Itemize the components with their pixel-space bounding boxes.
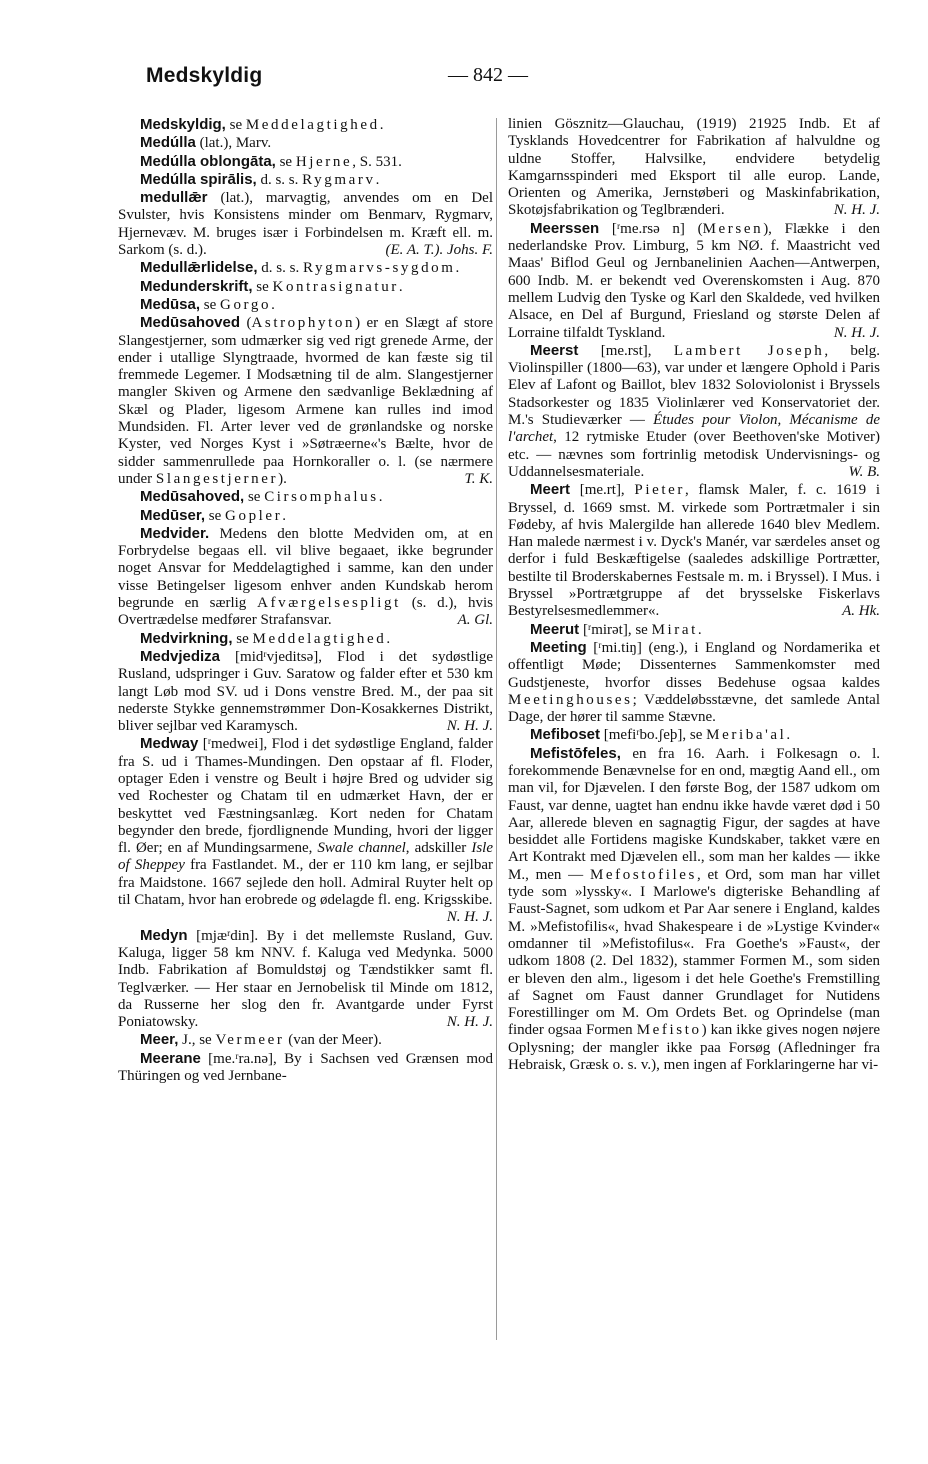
headword: Meerst [530,341,579,359]
cross-reference: Astrophyton [251,315,356,332]
headword: Medūser, [140,506,206,524]
headword: Meert [530,481,571,499]
entry-mefiboset: Mefiboset [mefiʳbo.ʃeþ], se Meriba'al. [530,726,791,744]
entry-medulla-spinalis: Medúlla spirālis, d. s. s. Rygmarv. [140,170,380,188]
author-signature: N. H. J. [833,202,880,219]
headword: Medvjediza [140,647,221,665]
entry-medullaerlidelse: Medullǣrlidelse, d. s. s. Rygmarvs-sygdom. [140,259,460,277]
headword: Medunderskrift, [140,277,253,295]
entry-meerst: Meerst [me.rst], Lambert Joseph, belg. Violinspiller (1800—63), var under et længere Ophold i Paris Elev af Lafont og Baillot, blev 1832 Soloviolonist i Bryssels Stadsorkester og 1835 Violinlærer ved Konservatoriet der. M.'s Studieværker — Études pour Violon, Mécanisme de l'archet, 12 rytmiske Etuder (over Beethoven'ske Motiver) etc. — nævnes som fortrinlig metodisk Undervisnings- og Uddannelsesmateriale. W. B. [508,341,880,480]
entry-meer: Meer, J., se Vermeer (van der Meer). [140,1031,382,1049]
author-signature: N. H. J. [446,718,493,735]
entry-mefistofeles: Mefistōfeles, en fra 16. Aarh. i Folkesagn o. l. forekommende Benævnelse for en ond, mægtig Aand ell., om man vil, for Djævelen. I den første Bog, der 1587 udkom om Faust, var denne, uagtet han endnu ikke havde været død i 50 Aar, allerede bleven en sagnagtig Figur, der sagdes at have besiddet alle Fortidens magiske Kundskaber, takket være en Art Kontrakt med Djævelen ell., som man her kaldes — ikke M., men — Mefostofiles, et Ord, som man har villet tyde som »lyssky«. I Marlowe's digteriske Behandling af Faust-Sagnet, som udkom et Par Aar senere i England, kaldes M. »Mefistofilis«, hvad Shakespeare i de »Lystige Kvinder« omdanner til »Mefistofilus«. Fra Goethe's »Faust«, der udkom 1808 (2. Del 1832), stammer Formen M., som siden er bleven den alm., ligesom i det hele Goethe's Fremstilling af Sagnet om Faust danner Grundlaget for Nutidens Forestillinger om M. Om Ordets Bet. og Oprindelse (man finder ogsaa Formen Mefisto) kan ikke gives nogen nøjere Oplysning; der mangler ikke paa Forsøg (Afledninger fra Hebraisk, Græsk o. s. v.), men ingen af Forklaringerne har vi- [508,744,880,1074]
headword: Medūsahoved [140,314,241,332]
cross-reference: Pieter [634,482,685,499]
cross-reference: Mirat [651,621,698,638]
cross-reference: Rygmarvs-sygdom [302,260,456,277]
cross-reference: Hjerne [295,153,353,170]
entry-medusahoved-2: Medūsahoved, se Cirsomphalus. [140,488,383,506]
entry-medulla: Medúlla (lat.), Marv. [140,134,272,152]
entry-medyn: Medyn [mjæʳdin]. By i det mellemste Rusland, Guv. Kaluga, ligger 58 km NNV. f. Kaluga ved Medynka. 5000 Indb. Fabrikation af Bomuldstøj og Tændstikker samt fl. Teglværker. — Her staar en Jernobelisk til Minde om 1812, da Russerne her slog den fr. Avantgarde under Fyrst Poniatowsky. N. H. J. [118,926,493,1031]
headword: Meer, [140,1031,179,1049]
entry-medskyldig: Medskyldig, se Meddelagtighed. [140,116,384,133]
headword: Medūsa, [140,295,201,313]
cross-reference: Meriba'al [706,727,787,744]
author-signature: (E. A. T.). Johs. F. [385,242,493,259]
cross-reference: Vermeer [215,1032,285,1049]
column-divider [496,118,497,1340]
headword: Mefistōfeles, [530,744,621,762]
cross-reference: Afværgelsespligt [257,595,401,612]
cross-reference: Gorgo [220,296,272,313]
headword: Meeting [530,638,587,656]
entry-medulla-oblongata: Medúlla oblongāta, se Hjerne, S. 531. [140,152,402,170]
cross-reference: Lambert Joseph [673,342,825,359]
cross-reference: Mersen [702,220,764,237]
headword: Mefiboset [530,726,601,744]
author-signature: N. H. J. [833,324,880,341]
cross-reference: Gopler [225,507,283,524]
entry-meeting: Meeting [ʳmi.tiŋ] (eng.), i England og Nordamerika et offentligt Møde; Dissenternes Sammenkomster med Gudstjeneste, hvorfor disses Bedehuse ogsaa kaldes Meetinghouses; Væddeløbsstævne, det samlede Antal Dage, der hører til samme Stævne. [508,638,880,726]
author-signature: A. Gl. [457,612,493,629]
headword: Medvirkning, [140,629,233,647]
headword: Meerssen [530,219,600,237]
headword: Medskyldig, [140,116,226,133]
headword: Medúlla spirālis, [140,170,257,188]
author-signature: W. B. [848,463,880,480]
headword: Medyn [140,926,188,944]
cross-reference: Meddelagtighed [245,117,380,133]
cross-reference: Mefostofiles [589,866,697,883]
headword: Medway [140,735,199,753]
entry-medusahoved-1: Medūsahoved (Astrophyton) er en Slægt af store Slangestjerner, som udmærker sig ved rigt grenede Arme, der ender i utallige Slyngtraade, hvormed de kan fæste sig til fremmede Legemer. I Modsætning til de alm. Slangestjerner mangler Skiven og Armene den sædvanlige Beklædning af Skæl og Plader, ligesom Armene kan rulles ind imod Mundsiden. Fl. Arter lever ved de grønlandske og norske Kyster, ved Norges Kyst i »Søtræerne«'s Bælte, hvor de sidder sammenrullede paa Hornkoraller o. l. (se nærmere under Slangestjerner). T. K. [118,314,493,487]
headword: Medúlla oblongāta, [140,152,276,170]
page-number: — 842 — [448,64,528,86]
entry-medvider: Medvider. Medens den blotte Medviden om, at en Forbrydelse begaas ell. vil blive begaaet, ikke begrunder noget Ansvar for Meddelagtighed i samme, kan den under visse Betingelser ligesom enhver anden Kundskab herom begrunde en særlig Afværgelsespligt (s. d.), hvis Overtrædelse medfører Strafansvar. A. Gl. [118,524,493,629]
author-signature: N. H. J. [446,909,493,926]
entry-meerssen: Meerssen [ʳme.rsə n] (Mersen), Flække i den nederlandske Prov. Limburg, 5 km NØ. f. Maastricht ved Maas' Biflod Geul og Jernbanelinien Aachen—Antwerpen, 600 Indb. M. er bekendt ved Overenskomsten i Aug. 870 mellem Ludvig den Tyske og Karl den Skaldede, ved hvilken Alsace, en Del af Burgund, Friesland og største Delen af Lorraine tilfaldt Tyskland. N. H. J. [508,219,880,341]
cross-reference: Kontrasignatur [272,278,399,295]
author-signature: N. H. J. [446,1014,493,1031]
entry-medway: Medway [ʳmedwei], Flod i det sydøstlige England, falder fra S. ud i Thames-Mundingen. Den opstaar af fl. Floder, optager Eden i venstre og Beult i højre Bred og udvider sig ved Rochester og Chatam til en udmærket Havn, der er beskyttet ved Fæstningsanlæg. Kort neden for Chatam begynder den brede, fjordlignende Munding, hvori der ligger fl. Øer; en af Mundingsarmene, Swale channel, adskiller Isle of Sheppey fra Fastlandet. M., der er 110 km lang, er sejlbar fra Maidstone. 1667 sejlede den holl. Admiral Ruyter helt op til Chatam, hvor han erobrede og ødelagde fl. eng. Krigsskibe. N. H. J. [118,735,493,926]
entry-meerut: Meerut [ʳmirət], se Mirat. [530,620,702,638]
headword: medullǣr [140,189,208,207]
cross-reference: Rygmarv [302,171,376,188]
author-signature: A. Hk. [842,603,880,620]
entry-meduser: Medūser, se Gopler. [140,506,287,524]
entry-meerane: Meerane [me.ʳra.nə], By i Sachsen ved Grænsen mod Thüringen og ved Jernbane- [118,1049,493,1085]
cross-reference: Meddelagtighed [252,630,387,647]
entry-medullaer: medullǣr (lat.), marvagtig, anvendes om en Del Svulster, hvis Konsistens minder om Benmarv, Rygmarv, Hjernevæv. M. bruges især i Forbindelsen m. Kræft ell. m. Sarkom (s. d.). (E. A. T.). Johs. F. [118,189,493,259]
entry-medvirkning: Medvirkning, se Meddelagtighed. [140,629,391,647]
cross-reference: Mefisto [636,1022,702,1039]
headword: Meerane [140,1049,201,1067]
headword: Medvider. [140,524,210,542]
headword: Medūsahoved, [140,488,245,506]
entry-medvjediza: Medvjediza [midʳvjeditsə], Flod i det sydøstlige Rusland, udspringer i Guv. Saratow og falder efter et 530 km langt Løb mod SV. ud i Dons venstre Bred. M., der paa sit nederste Stykke gennemstrømmer Don-Kosakkernes Distrikt, bliver sejlbar ved Karamysch. N. H. J. [118,647,493,735]
entry-medunderskrift: Medunderskrift, se Kontrasignatur. [140,277,403,295]
entry-medusa: Medūsa, se Gorgo. [140,295,275,313]
cross-reference: Slangestjerner [155,470,279,487]
author-signature: T. K. [464,470,493,487]
headword: Medúlla [140,134,196,152]
cross-reference: Cirsomphalus [264,489,379,506]
cross-reference: Meetinghouses [508,691,633,708]
entry-meerane-continued: linien Gösznitz—Glauchau, (1919) 21925 Indb. Et af Tysklands Hovedcentrer for Fabrikation af halvuldne og uldne Stoffer, Halvsilke, endvidere betydelig Kamgarnsspinderi med Eksport til alle europ. Lande, Orienten og Amerika, Jernstøberi og Maskinfabrikation, Skotøjsfabrikation og Teglbrænderi. N. H. J. [508,116,880,219]
entry-meert: Meert [me.rt], Pieter, flamsk Maler, f. c. 1619 i Bryssel, d. 1669 smst. M. virkede som Portrætmaler i sin Fødeby, af hvis Malergilde han allerede 1640 blev Medlem. Han malede nærmest i v. Dyck's Manér, var særdeles anset og derfor i fuld Beskæftigelse (saaledes adskillige Portrætter, bestilte til Broderskabernes Festsale m. m. i Bryssel). I Mus. i Bryssel »Portrætgruppe af det brysselske Fiskerlavs Bestyrelsesmedlemmer«. A. Hk. [508,481,880,620]
headword: Meerut [530,620,580,638]
headword: Medullǣrlidelse, [140,259,258,277]
right-column [508,116,880,1074]
left-column [118,116,493,1085]
running-title: Medskyldig [146,64,263,87]
page-header [118,60,878,94]
